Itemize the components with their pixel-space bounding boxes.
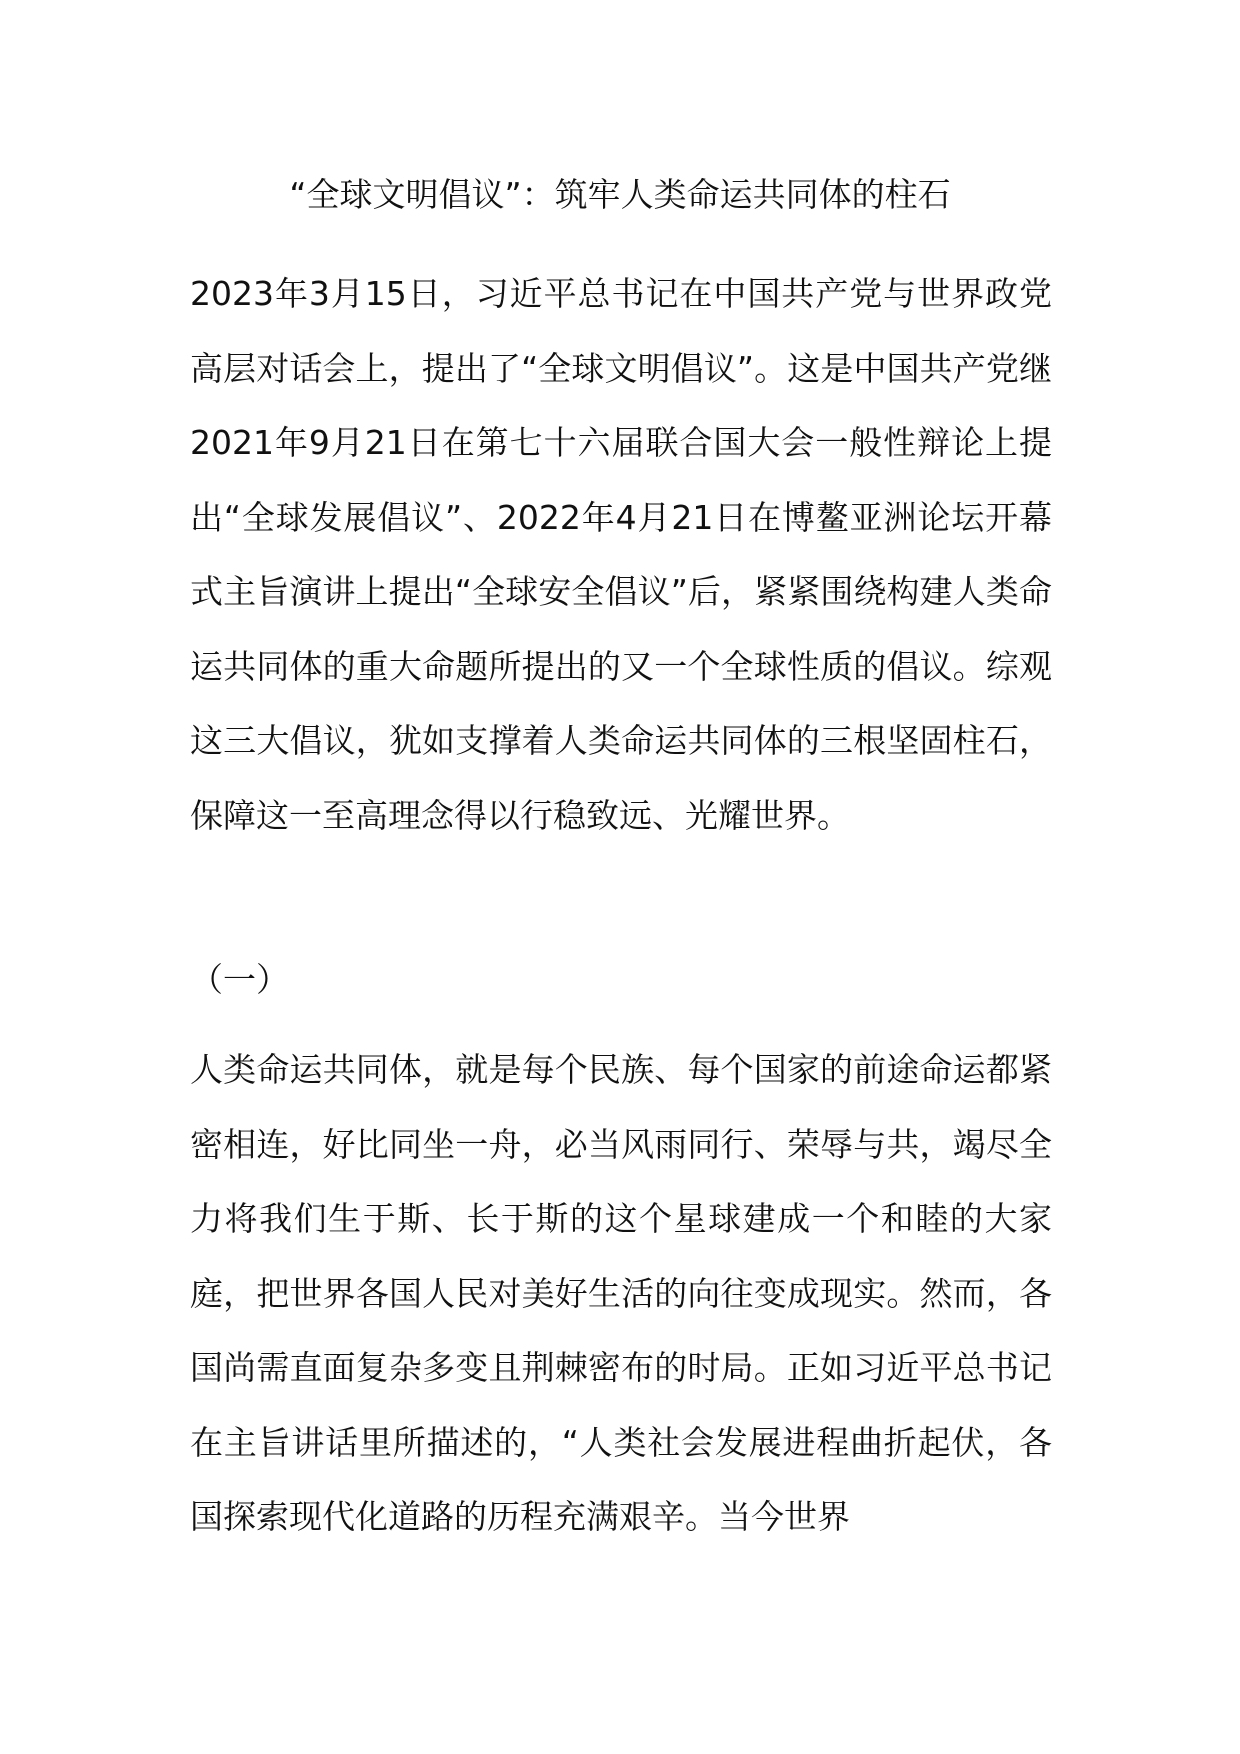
document-title: “全球文明倡议”：筑牢人类命运共同体的柱石 [289,175,951,214]
section-heading: （一） [190,960,289,999]
paragraph-intro: 2023年3月15日，习近平总书记在中国共产党与世界政党高层对话会上，提出了“全球文明倡议”。这是中国共产党继2021年9月21日在第七十六届联合国大会一般性辩论上提出“全球发展倡议”、2022年4月21日在博鳌亚洲论坛开幕式主旨演讲上提出“全球安全倡议”后，紧紧围绕构建人类命运共同体的重大命题所提出的又一个全球性质的倡议。综观这三大倡议，犹如支撑着人类命运共同体的三根坚固柱石，保障这一至高理念得以行稳致远、光耀世界。 [190,274,1052,835]
paragraph-section-one: 人类命运共同体，就是每个民族、每个国家的前途命运都紧密相连，好比同坐一舟，必当风雨同行、荣辱与共，竭尽全力将我们生于斯、长于斯的这个星球建成一个和睦的大家庭，把世界各国人民对美好生活的向往变成现实。然而，各国尚需直面复杂多变且荆棘密布的时局。正如习近平总书记在主旨讲话里所描述的，“人类社会发展进程曲折起伏，各国探索现代化道路的历程充满艰辛。当今世界 [190,1050,1052,1536]
